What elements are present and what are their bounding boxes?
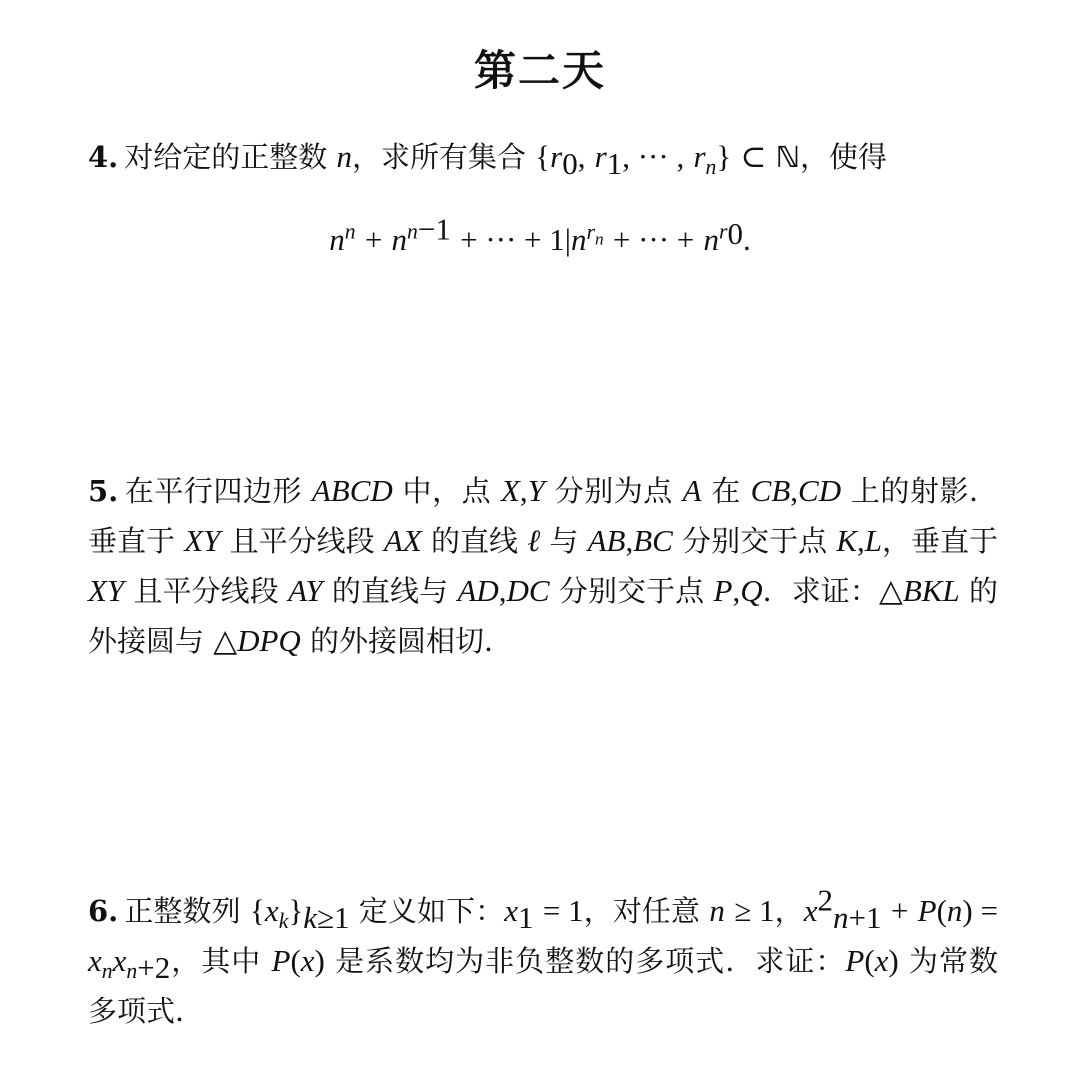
problem-number: 4. [88, 140, 119, 174]
problem-4: 4. 对给定的正整数 n，求所有集合 {$r_0$, $r_1$, ··· , $r_n$} ⊂ ℕ，使得 [88, 139, 887, 181]
problem-number: 6. [88, 894, 119, 928]
problem-6: 6. 正整数列 $\{x_k\}_{k\ge 1}$ 定义如下：$x_1 = 1$，对任意 n ≥ 1，$x^2_{n+1} + P(n) = x_nx_{n+2}$，其中 P(x) 是系数均为非负整数的多项式．求证：P(x) 为常数多项式． [88, 882, 999, 1028]
problem-5: 5. 在平行四边形 ABCD 中，点 X,Y 分别为点 A 在 CB,CD 上的射影．垂直于 XY 且平分线段 AX 的直线 ℓ 与 AB,BC 分别交于点 K,L，垂直于 XY 且平分线段 AY 的直线与 AD,DC 分别交于点 P,Q．求证：△BKL 的外接圆与 △DPQ 的外接圆相切． [88, 473, 999, 658]
problem-number: 5. [88, 474, 119, 508]
page-title: 第二天 [473, 46, 606, 95]
problem-4-formula: $n^n + n^{n-1}$ + ··· + $1|n^{r_n}$ + ··· + $n^{r_0}$. [329, 211, 751, 257]
